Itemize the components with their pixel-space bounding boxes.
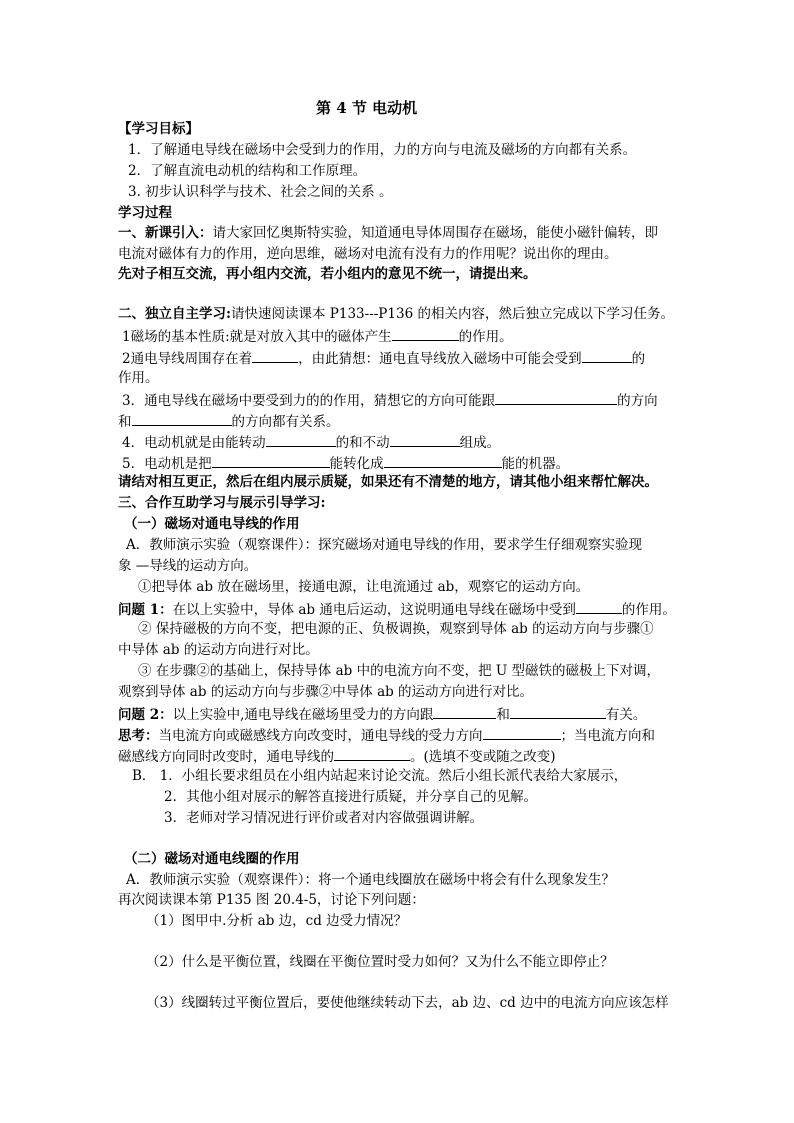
- answer-blank[interactable]: [252, 348, 298, 363]
- question-5: [122, 453, 569, 473]
- question-3-suffix: 的方向: [617, 393, 658, 409]
- process-heading: 学习过程: [118, 205, 172, 221]
- subsection-2-heading: （二）磁场对通电线圈的作用: [124, 851, 300, 867]
- question-4-middle: 的和不动: [335, 435, 390, 451]
- question-5-suffix: 能的机器。: [501, 456, 570, 472]
- subsection-1-heading: （一）磁场对通电导线的作用: [124, 516, 300, 532]
- answer-blank[interactable]: [576, 599, 622, 614]
- answer-blank[interactable]: [433, 704, 496, 719]
- question-item-2-suffix: 有关。: [605, 707, 647, 723]
- think-line-1: [118, 725, 655, 745]
- section-2-text: 请快速阅读课本 P133---P136 的相关内容，然后独立完成以下学习任务。: [230, 306, 674, 322]
- reading-instruction: 再次阅读课本第 P135 图 20.4-5，讨论下列问题：: [118, 892, 425, 908]
- question-3-text: 3．通电导线在磁场中要受到力的的作用，猜想它的方向可能跟: [122, 393, 496, 409]
- step-1: ①把导体 ab 放在磁场里，接通电源，让电流通过 ab，观察它的运动方向。: [138, 579, 590, 595]
- activity-b-3: 3．老师对学习情况进行评价或者对内容做强调讲解。: [164, 810, 484, 826]
- question-item-2-middle: 和: [496, 707, 510, 723]
- section-1-line-2: 电流对磁体有力的作用，逆向思维，磁场对电流有没有力的作用呢？说出你的理由。: [118, 246, 618, 262]
- think-text-2: ；当电流方向和: [560, 728, 655, 744]
- answer-blank[interactable]: [392, 326, 459, 341]
- page-title: 第 4 节 电动机: [316, 99, 418, 117]
- step-2-line-1: ② 保持磁极的方向不变，把电源的正、负极调换，观察到导体 ab 的运动方向与步骤①: [138, 621, 654, 637]
- answer-blank[interactable]: [384, 453, 502, 468]
- section-3-heading: 三、合作互助学习与展示引导学习:: [118, 495, 326, 511]
- demo-a-line-2: 象 —导线的运动方向。: [118, 558, 258, 574]
- step-2-line-2: 中导体 ab 的运动方向进行对比。: [118, 642, 319, 658]
- question-1-text: 1磁场的基本性质:就是对放入其中的磁体产生: [122, 329, 392, 345]
- answer-blank[interactable]: [495, 390, 617, 405]
- section-2-instruction: 请结对相互更正，然后在组内展示质疑，如果还有不清楚的地方，请其他小组来帮忙解决。: [118, 474, 658, 490]
- objective-3: 3. 初步认识科学与技术、社会之间的关系 。: [128, 184, 393, 200]
- question-item-1: [118, 599, 676, 619]
- question-1-suffix: 的作用。: [458, 329, 513, 345]
- question-3: [122, 390, 658, 410]
- question-2-middle: ，由此猜想：通电直导线放入磁场中可能会受到: [298, 351, 582, 367]
- step-3-line-1: ③ 在步骤②的基础上，保持导体 ab 中的电流方向不变，把 U 型磁铁的磁极上下对调，: [138, 663, 661, 679]
- question-4-text: 4．电动机就是由能转动: [122, 435, 266, 451]
- question-2: [122, 348, 645, 368]
- section-2-line: [118, 305, 674, 323]
- answer-blank[interactable]: [390, 432, 460, 447]
- question-3-continued: [118, 411, 340, 431]
- objective-1: 1．了解通电导线在磁场中会受到力的作用，力的方向与电流及磁场的方向都有关系。: [128, 142, 637, 158]
- question-4-suffix: 组成。: [459, 435, 501, 451]
- answer-blank[interactable]: [334, 746, 410, 761]
- objectives-heading: 【学习目标】: [118, 121, 199, 137]
- question-2-text: 2通电导线周围存在着: [122, 351, 253, 367]
- question-3-and: 和: [118, 414, 132, 430]
- objective-2: 2．了解直流电动机的结构和工作原理。: [128, 163, 367, 179]
- question-2-suffix: 的: [631, 351, 646, 367]
- answer-blank[interactable]: [212, 453, 330, 468]
- answer-blank[interactable]: [483, 725, 561, 740]
- answer-blank[interactable]: [582, 348, 632, 363]
- think-label: 思考：: [118, 728, 159, 744]
- discussion-question-1: （1）图甲中.分析 ab 边，cd 边受力情况？: [146, 913, 408, 929]
- think-text-3: 磁感线方向同时改变时，通电导线的: [118, 749, 334, 765]
- discussion-question-3: （3）线圈转过平衡位置后，要使他继续转动下去，ab 边、cd 边中的电流方向应该怎样: [146, 995, 669, 1011]
- activity-b-1: B． 1．小组长要求组员在小组内站起来讨论交流。然后小组长派代表给大家展示，: [132, 768, 628, 784]
- question-label-2: 问题 2：: [118, 707, 173, 723]
- question-item-2-text: 以上实验中,通电导线在磁场里受力的方向跟: [172, 707, 434, 723]
- discussion-question-2: （2）什么是平衡位置，线圈在平衡位置时受力如何？又为什么不能立即停止？: [146, 954, 614, 970]
- answer-blank[interactable]: [266, 432, 336, 447]
- think-text-4: 。(选填不变或随之改变): [410, 749, 556, 765]
- question-item-1-text: 在以上实验中，导体 ab 通电后运动，这说明通电导线在磁场中受到: [172, 602, 576, 618]
- answer-blank[interactable]: [132, 411, 232, 426]
- demo-a-line-1: A．教师演示实验（观察课件）：探究磁场对通电导线的作用，要求学生仔细观察实验现: [126, 537, 642, 553]
- step-3-line-2: 观察到导体 ab 的运动方向与步骤②中导体 ab 的运动方向进行对比。: [118, 684, 534, 700]
- question-1: [122, 326, 513, 346]
- section-1-instruction: 先对子相互交流，再小组内交流，若小组内的意见不统一，请提出来。: [118, 266, 537, 282]
- think-line-2: [118, 746, 556, 766]
- question-3-end: 的方向都有关系。: [231, 414, 340, 430]
- question-item-2: [118, 704, 646, 724]
- section-1-text: 请大家回忆奥斯特实验，知道通电导体周围存在磁场，能使小磁针偏转，即: [212, 225, 658, 241]
- question-5-text: 5．电动机是把: [122, 456, 212, 472]
- question-2-continued: 作用。: [118, 370, 159, 386]
- section-1-label: 一、新课引入：: [118, 225, 213, 241]
- question-4: [122, 432, 500, 452]
- think-text-1: 当电流方向或磁感线方向改变时，通电导线的受力方向: [158, 728, 483, 744]
- question-item-1-suffix: 的作用。: [621, 602, 676, 618]
- section-1-line-1: [118, 224, 658, 242]
- question-5-middle: 能转化成: [329, 456, 384, 472]
- answer-blank[interactable]: [510, 704, 606, 719]
- demo-a2: A．教师演示实验（观察课件）：将一个通电线圈放在磁场中将会有什么现象发生？: [126, 872, 615, 888]
- question-label-1: 问题 1：: [118, 602, 173, 618]
- section-2-label: 二、独立自主学习:: [118, 306, 231, 322]
- activity-b-2: 2．其他小组对展示的解答直接进行质疑，并分享自己的见解。: [164, 789, 538, 805]
